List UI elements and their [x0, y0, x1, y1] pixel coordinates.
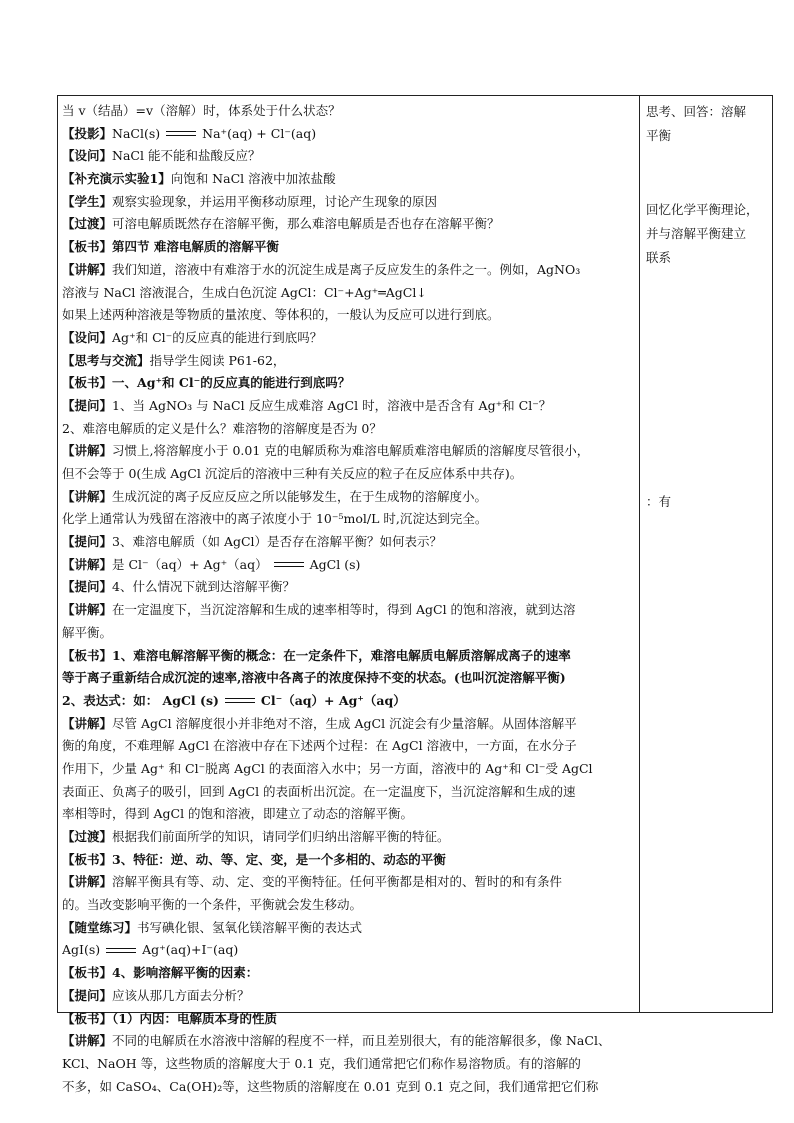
side-line: 并与溶解平衡建立 — [646, 226, 747, 241]
section-tag: 【提问】 — [62, 397, 113, 413]
line-text: 的。当改变影响平衡的一个条件，平衡就会发生移动。 — [62, 897, 363, 913]
line-text: 1、当 AgNO₃ 与 NaCl 反应生成难溶 AgCl 时，溶液中是否含有 Ag⁺和 Cl⁻？ — [112, 397, 552, 413]
text-line — [62, 962, 639, 985]
text-line — [62, 508, 639, 531]
section-tag: 【过渡】 — [62, 829, 113, 844]
section-tag: 【学生】 — [62, 193, 113, 209]
line-text: 观察实验现象，并运用平衡移动原理，讨论产生现象的原因 — [112, 193, 438, 209]
line-text: 一、Ag⁺和 Cl⁻的反应真的能进行到底吗？ — [112, 375, 351, 391]
line-text: 尽管 AgCl 溶解度很小并非绝对不溶，生成 AgCl 沉淀会有少量溶解。从固体溶解平 — [112, 715, 577, 731]
line-text: （1）内因：电解质本身的性质 — [112, 1010, 277, 1026]
line-text: 是 Cl⁻（aq）+ Ag⁺（aq） — [112, 556, 268, 572]
line-text: 书写碘化银、氢氧化镁溶解平衡的表达式 — [137, 919, 363, 935]
section-tag: 【板书】 — [62, 375, 113, 391]
text-line — [62, 486, 639, 509]
equation-rhs: AgCl (s) — [309, 556, 361, 572]
line-text: 3、难溶电解质（如 AgCl）是否存在溶解平衡？如何表示？ — [112, 534, 443, 550]
side-line: ：有 — [646, 493, 672, 509]
teacher-activity-column — [58, 96, 640, 1094]
section-tag: 【板书】 — [62, 851, 113, 867]
section-tag: 【讲解】 — [62, 261, 113, 277]
section-tag: 【讲解】 — [62, 602, 113, 618]
text-line — [62, 781, 639, 804]
text-line — [62, 985, 639, 1008]
line-text: 但不会等于 0(生成 AgCl 沉淀后的溶液中三种有关反应的粒子在反应体系中共存)。 — [62, 466, 523, 481]
text-line — [62, 554, 639, 577]
text-line — [62, 191, 639, 214]
line-text: 衡的角度，不难理解 AgCl 在溶液中存在下述两个过程：在 AgCl 溶液中，一方面，在水分子 — [62, 738, 577, 754]
line-text: 第四节 难溶电解质的溶解平衡 — [112, 239, 279, 255]
line-text: NaCl(s) — [112, 125, 161, 141]
line-text: 4、影响溶解平衡的因素： — [112, 965, 259, 981]
line-text: 1、难溶电解溶解平衡的概念：在一定条件下，难溶电解质电解质溶解成离子的速率 — [112, 647, 571, 663]
line-text: 如果上述两种溶液是等物质的量浓度、等体积的，一般认为反应可以进行到底。 — [62, 307, 500, 323]
text-line — [62, 735, 639, 758]
lesson-table — [57, 95, 773, 1094]
text-line — [62, 372, 639, 395]
text-line — [62, 236, 639, 259]
section-tag: 【板书】 — [62, 647, 113, 663]
section-tag: 【讲解】 — [62, 874, 113, 890]
side-block-2 — [646, 198, 772, 271]
text-line — [62, 894, 639, 917]
line-text: NaCl 能不能和盐酸反应？ — [112, 148, 261, 164]
line-text: 作用下，少量 Ag⁺ 和 Cl⁻脱离 AgCl 的表面溶入水中；另一方面，溶液中的 Ag⁺和 Cl⁻受 AgCl — [62, 760, 593, 776]
side-line: 回忆化学平衡理论， — [646, 201, 759, 217]
line-text: 3、特征：逆、动、等、定、变，是一个多相的、动态的平衡 — [112, 851, 446, 867]
text-line — [62, 917, 639, 940]
equilibrium-arrow-icon — [274, 561, 304, 569]
line-text: 等于离子重新结合成沉淀的速率,溶液中各离子的浓度保持不变的状态。(也叫沉淀溶解平衡) — [62, 670, 566, 686]
text-line — [62, 213, 639, 236]
equilibrium-arrow-icon — [225, 697, 255, 705]
text-line — [62, 758, 639, 781]
side-line: 平衡 — [646, 128, 672, 144]
line-text: 向饱和 NaCl 溶液中加浓盐酸 — [170, 171, 336, 187]
section-tag: 【投影】 — [62, 125, 113, 141]
equation-rhs: Ag⁺(aq)+I⁻(aq) — [142, 942, 239, 958]
line-text: 不同的电解质在水溶液中溶解的程度不一样，而且差别很大，有的能溶解很多，像 NaCl、 — [112, 1033, 611, 1049]
line-text: 化学上通常认为残留在溶液中的离子浓度小于 10⁻⁵mol/L 时,沉淀达到完全。 — [62, 511, 488, 527]
text-line — [62, 713, 639, 736]
text-line — [62, 667, 639, 690]
section-tag: 【板书】 — [62, 1010, 113, 1026]
line-text: AgI(s) — [62, 942, 101, 958]
section-tag: 【讲解】 — [62, 1033, 113, 1049]
text-line — [62, 1030, 639, 1053]
line-text: 溶液与 NaCl 溶液混合，生成白色沉淀 AgCl：Cl⁻+Ag⁺═AgCl↓ — [62, 284, 427, 300]
side-line: 联系 — [646, 250, 672, 266]
line-text: 4、什么情况下就到达溶解平衡？ — [112, 579, 295, 595]
text-line — [62, 418, 639, 441]
section-tag: 【提问】 — [62, 534, 113, 550]
text-line — [62, 690, 639, 713]
text-line — [62, 395, 639, 418]
text-line — [62, 622, 639, 645]
line-text: KCl、NaOH 等，这些物质的溶解度大于 0.1 克，我们通常把它们称作易溶物质。有的溶解的 — [62, 1055, 581, 1071]
equation-rhs: Na⁺(aq) + Cl⁻(aq) — [202, 125, 317, 141]
text-line — [62, 463, 639, 486]
text-line — [62, 939, 639, 962]
section-tag: 【讲解】 — [62, 488, 113, 504]
equation-rhs: Cl⁻（aq）+ Ag⁺（aq） — [260, 692, 406, 708]
text-line — [62, 350, 639, 373]
text-line — [62, 304, 639, 327]
text-line — [62, 440, 639, 463]
section-tag: 【板书】 — [62, 965, 113, 981]
section-tag: 【讲解】 — [62, 443, 113, 459]
text-line — [62, 826, 639, 849]
section-tag: 【设问】 — [62, 148, 113, 164]
line-text: 表面正、负离子的吸引，回到 AgCl 的表面析出沉淀。在一定温度下，当沉淀溶解和生成的速 — [62, 783, 576, 799]
section-tag: 【过渡】 — [62, 216, 113, 232]
text-line — [62, 327, 639, 350]
line-text: 生成沉淀的离子反应反应之所以能够发生，在于生成物的溶解度小。 — [112, 488, 488, 504]
line-text: 2、难溶电解质的定义是什么？难溶物的溶解度是否为 0？ — [62, 420, 382, 436]
side-block-3 — [646, 490, 772, 514]
section-tag: 【板书】 — [62, 239, 113, 255]
text-line — [62, 1076, 639, 1099]
text-line — [62, 576, 639, 599]
line-text: 率相等时，得到 AgCl 的饱和溶液，即建立了动态的溶解平衡。 — [62, 806, 414, 822]
line-text: 2、表达式：如： AgCl (s) — [62, 692, 219, 708]
line-text: 不多，如 CaSO₄、Ca(OH)₂等，这些物质的溶解度在 0.01 克到 0.1 克之间，我们通常把它们称 — [62, 1078, 599, 1094]
line-text: 应该从那几方面去分析？ — [112, 987, 250, 1003]
section-tag: 【讲解】 — [62, 715, 113, 731]
text-line — [62, 282, 639, 305]
line-text: 当 v（结晶）=v（溶解）时，体系处于什么状态？ — [62, 103, 341, 118]
line-text: 习惯上,将溶解度小于 0.01 克的电解质称为难溶电解质难溶电解质的溶解度尽管很小， — [112, 443, 590, 459]
side-block-1 — [646, 100, 772, 149]
equilibrium-arrow-icon — [106, 947, 136, 955]
text-line — [62, 803, 639, 826]
text-line — [62, 1008, 639, 1031]
line-text: 溶解平衡具有等、动、定、变的平衡特征。任何平衡都是相对的、暂时的和有条件 — [112, 874, 563, 890]
section-tag: 【思考与交流】 — [62, 352, 150, 368]
text-line — [62, 871, 639, 894]
equilibrium-arrow-icon — [166, 130, 196, 138]
side-line: 思考、回答：溶解 — [646, 104, 747, 119]
text-line — [62, 849, 639, 872]
section-tag: 【设问】 — [62, 329, 113, 345]
text-line — [62, 100, 639, 123]
section-tag: 【随堂练习】 — [62, 919, 138, 935]
section-tag: 【提问】 — [62, 987, 113, 1003]
text-line — [62, 168, 639, 191]
line-text: 我们知道，溶液中有难溶于水的沉淀生成是离子反应发生的条件之一。例如，AgNO₃ — [112, 261, 581, 277]
text-line — [62, 259, 639, 282]
line-text: 指导学生阅读 P61-62， — [149, 352, 286, 368]
text-line — [62, 599, 639, 622]
text-line — [62, 1053, 639, 1076]
text-line — [62, 531, 639, 554]
student-activity-column — [640, 96, 772, 1012]
text-line — [62, 123, 639, 146]
section-tag: 【补充演示实验1】 — [62, 171, 171, 187]
line-text: 解平衡。 — [62, 624, 113, 640]
text-line — [62, 645, 639, 668]
line-text: Ag⁺和 Cl⁻的反应真的能进行到底吗？ — [112, 329, 323, 345]
line-text: 可溶电解质既然存在溶解平衡，那么难溶电解质是否也存在溶解平衡？ — [112, 216, 500, 232]
section-tag: 【提问】 — [62, 579, 113, 595]
line-text: 在一定温度下，当沉淀溶解和生成的速率相等时，得到 AgCl 的饱和溶液，就到达溶 — [112, 602, 576, 618]
text-line — [62, 145, 639, 168]
section-tag: 【讲解】 — [62, 556, 113, 572]
line-text: 根据我们前面所学的知识，请同学们归纳出溶解平衡的特征。 — [112, 829, 450, 844]
